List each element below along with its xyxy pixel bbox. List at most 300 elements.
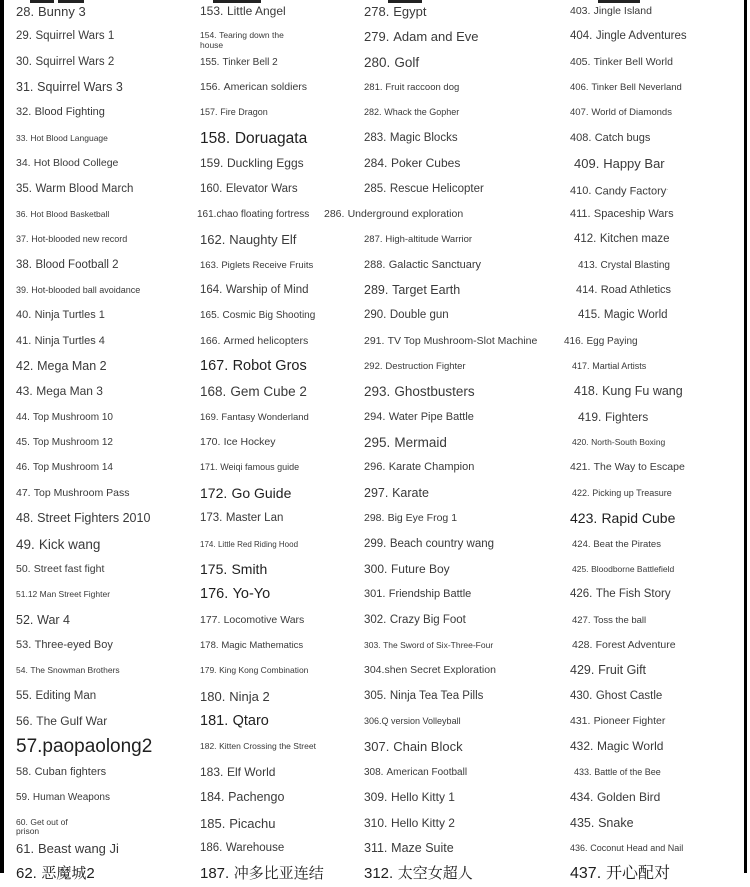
item-title: Golf xyxy=(394,54,420,70)
item-title: Water Pipe Battle xyxy=(388,410,474,423)
item-number: 428. xyxy=(572,639,593,651)
item-number: 285. xyxy=(364,182,387,195)
item-title: Human Weapons xyxy=(32,792,110,804)
item-title: Chain Block xyxy=(393,739,463,755)
item-title: Go Guide xyxy=(231,484,292,501)
item-title: Kitchen maze xyxy=(599,233,670,246)
list-item-165 xyxy=(200,303,315,328)
list-item-285 xyxy=(364,177,484,202)
list-item-299 xyxy=(364,532,494,557)
item-title: Beast wang Ji xyxy=(37,840,119,856)
list-item-166 xyxy=(200,329,308,354)
list-item-279 xyxy=(364,24,478,49)
item-title: Tearing down the xyxy=(219,30,284,41)
item-number: 175. xyxy=(200,560,228,577)
item-number: 53. xyxy=(16,639,32,651)
item-number: 278. xyxy=(364,4,390,19)
list-item-405 xyxy=(570,50,673,75)
item-title: Beach country wang xyxy=(389,537,495,550)
item-title: Pioneer Fighter xyxy=(593,715,666,728)
item-title: Kung Fu wang xyxy=(602,384,683,399)
list-item-172 xyxy=(200,481,291,506)
item-title: Elevator Wars xyxy=(225,182,298,195)
item-title: American soldiers xyxy=(223,81,308,94)
item-title: Magic World xyxy=(603,309,668,322)
list-item-302 xyxy=(364,608,466,633)
list-item-406 xyxy=(570,75,682,100)
list-item-294 xyxy=(364,405,474,430)
item-number: 49. xyxy=(16,536,35,552)
list-item-311 xyxy=(364,836,454,861)
list-item-29 xyxy=(16,24,114,49)
item-number: 413. xyxy=(578,259,598,271)
item-number: 37. xyxy=(16,234,29,245)
item-number: 301. xyxy=(364,588,386,601)
item-number: 165. xyxy=(200,310,220,322)
list-item-164 xyxy=(200,278,308,303)
list-item-417 xyxy=(572,354,646,379)
item-title: Doruagata xyxy=(234,129,308,147)
item-number: 40. xyxy=(16,309,32,322)
list-item-52 xyxy=(16,608,70,633)
item-number: 293. xyxy=(364,384,391,400)
item-title: Warm Blood March xyxy=(35,182,134,195)
item-title: 冲多比亚连结 xyxy=(233,865,324,883)
item-number: 167. xyxy=(200,358,229,375)
item-title: Fantasy Wonderland xyxy=(221,411,309,423)
item-title: Piglets Receive Fruits xyxy=(221,259,314,271)
item-number: 159. xyxy=(200,156,224,171)
item-number: 408. xyxy=(570,131,592,144)
item-title: Magic Blocks xyxy=(389,131,458,144)
item-number: 432. xyxy=(570,739,594,754)
list-item-423 xyxy=(570,506,675,531)
list-item-429 xyxy=(570,658,646,683)
list-item-290 xyxy=(364,303,449,328)
item-number: 164. xyxy=(200,283,223,296)
item-title: Three-eyed Boy xyxy=(34,639,113,651)
list-item-40 xyxy=(16,303,105,328)
list-item-156 xyxy=(200,75,307,100)
list-item-39 xyxy=(16,278,140,303)
item-number: 163. xyxy=(200,259,219,271)
item-title: Battle of the Bee xyxy=(594,766,661,777)
list-item-308 xyxy=(364,760,467,785)
item-number: 155. xyxy=(200,56,220,68)
list-item-289 xyxy=(364,278,460,303)
item-superscript-mark: . xyxy=(666,185,668,192)
item-number: 172. xyxy=(200,484,228,501)
list-item-174 xyxy=(200,532,298,557)
list-item-412 xyxy=(574,227,670,252)
list-item-178 xyxy=(200,633,303,658)
item-number: 32. xyxy=(16,106,32,119)
item-title: shen Secret Exploration xyxy=(384,664,496,677)
item-number: 433. xyxy=(574,766,592,777)
list-item-31 xyxy=(16,75,123,100)
item-title: Bloodborne Battlefield xyxy=(591,563,675,574)
list-item-301 xyxy=(364,582,471,607)
item-title: The Gulf War xyxy=(36,714,108,729)
item-number: 303. xyxy=(364,640,381,650)
item-number: 416. xyxy=(564,335,584,347)
list-item-57 xyxy=(16,734,152,759)
item-title: Rescue Helicopter xyxy=(389,182,484,195)
item-title: Cuban fighters xyxy=(34,765,107,778)
item-title: Maze Suite xyxy=(391,840,454,855)
item-title: Toss the ball xyxy=(593,614,647,626)
item-title: Big Eye Frog 1 xyxy=(387,512,458,525)
left-page-border xyxy=(0,0,4,873)
item-number: 421. xyxy=(570,461,591,474)
item-number: 161. xyxy=(197,208,217,220)
list-item-30 xyxy=(16,50,114,75)
item-title: Street Fighters 2010 xyxy=(37,511,151,526)
item-number: 186. xyxy=(200,841,223,854)
item-title: Squirrel Wars 1 xyxy=(35,30,115,43)
item-number: 410. xyxy=(570,185,592,198)
item-title: Qtaro xyxy=(232,713,269,730)
item-number: 169. xyxy=(200,411,219,423)
item-title: Tinker Bell World xyxy=(593,55,673,68)
item-number: 304. xyxy=(364,664,385,677)
item-number: 43. xyxy=(16,384,33,399)
item-number: 305. xyxy=(364,689,387,702)
item-title: 开心配对 xyxy=(605,865,670,883)
list-item-162 xyxy=(200,227,296,252)
item-number: 282. xyxy=(364,107,382,118)
list-item-170 xyxy=(200,430,276,455)
list-item-176 xyxy=(200,582,270,607)
item-number: 289. xyxy=(364,282,389,297)
item-title: Karate xyxy=(392,485,429,500)
item-number: 30. xyxy=(16,55,32,68)
item-number: 287. xyxy=(364,234,383,246)
list-item-36 xyxy=(16,202,109,227)
item-number: 312. xyxy=(364,865,394,883)
item-number: 435. xyxy=(570,815,595,830)
list-item-42 xyxy=(16,354,107,379)
item-title: Jingle Adventures xyxy=(595,30,687,43)
item-title: Friendship Battle xyxy=(388,588,472,601)
list-item-28 xyxy=(16,0,86,24)
item-title: King Kong Combination xyxy=(219,665,309,676)
item-number: 57. xyxy=(16,736,43,758)
item-number: 411. xyxy=(570,207,591,220)
item-title: The Snowman Brothers xyxy=(30,665,120,676)
list-item-420 xyxy=(572,430,665,455)
item-number: 406. xyxy=(570,82,589,94)
item-title: Fruit Gift xyxy=(598,663,647,678)
item-title: Top Mushroom 14 xyxy=(32,462,113,474)
item-title: Picachu xyxy=(229,815,276,831)
item-number: 182. xyxy=(200,741,217,752)
item-number: 286. xyxy=(324,207,345,220)
list-item-59 xyxy=(16,785,110,810)
list-item-160 xyxy=(200,177,298,202)
list-item-55 xyxy=(16,684,96,709)
item-title: Warehouse xyxy=(225,841,285,854)
list-item-33 xyxy=(16,126,108,151)
list-item-155 xyxy=(200,50,278,75)
list-item-297 xyxy=(364,481,429,506)
list-item-409 xyxy=(574,151,665,176)
list-item-435 xyxy=(570,811,634,836)
list-item-180 xyxy=(200,684,270,709)
list-item-432 xyxy=(570,734,663,759)
item-title: Mega Man 3 xyxy=(36,384,103,399)
list-item-51 xyxy=(16,582,110,607)
item-number: 52. xyxy=(16,612,34,627)
item-title: Get out of xyxy=(30,816,68,827)
item-number: 425. xyxy=(572,563,589,574)
item-title: Hello Kitty 2 xyxy=(390,815,455,830)
item-title: Galactic Sanctuary xyxy=(388,258,482,271)
list-item-416 xyxy=(564,329,638,354)
list-item-310 xyxy=(364,811,455,836)
list-item-411 xyxy=(570,202,674,227)
item-number: 298. xyxy=(364,512,385,525)
item-number: 414. xyxy=(576,283,598,296)
list-item-304 xyxy=(364,658,496,683)
item-title: Street fast fight xyxy=(33,562,105,575)
list-item-179 xyxy=(200,658,308,683)
list-item-50 xyxy=(16,557,104,582)
list-item-413 xyxy=(578,253,670,278)
item-title: Ninja Turtles 4 xyxy=(34,334,105,347)
item-number: 297. xyxy=(364,485,389,500)
item-number: 47. xyxy=(16,486,31,499)
item-title: Duckling Eggs xyxy=(226,156,304,171)
item-title: Fire Dragon xyxy=(220,107,268,118)
item-number: 294. xyxy=(364,410,386,423)
item-number: 187. xyxy=(200,865,230,883)
item-title: Rapid Cube xyxy=(601,510,676,527)
item-title: Bunny 3 xyxy=(37,4,86,19)
item-title: Naughty Elf xyxy=(229,232,297,248)
item-number: 183. xyxy=(200,764,224,779)
item-title: The Fish Story xyxy=(595,588,671,601)
item-number: 308. xyxy=(364,766,384,778)
item-number: 181. xyxy=(200,713,229,730)
list-item-288 xyxy=(364,253,481,278)
item-title: Forest Adventure xyxy=(595,639,676,651)
item-title: 12 Man Street Fighter xyxy=(27,589,111,600)
item-number: 31. xyxy=(16,80,34,95)
list-item-425 xyxy=(572,557,674,582)
item-number: 28. xyxy=(16,4,35,19)
item-title: Editing Man xyxy=(35,689,97,702)
item-title: Target Earth xyxy=(392,282,461,297)
item-number: 424. xyxy=(572,538,591,550)
item-number: 283. xyxy=(364,131,387,144)
item-number: 436. xyxy=(570,842,588,853)
item-number: 177. xyxy=(200,613,221,626)
list-item-283 xyxy=(364,126,458,151)
item-title: Gem Cube 2 xyxy=(230,384,307,400)
item-title: Karate Champion xyxy=(388,461,475,474)
item-number: 280. xyxy=(364,54,391,70)
list-item-286 xyxy=(324,202,463,227)
list-item-173 xyxy=(200,506,283,531)
item-title: Double gun xyxy=(389,309,449,322)
list-item-35 xyxy=(16,177,133,202)
item-number: 50. xyxy=(16,562,31,575)
item-number: 419. xyxy=(578,409,602,424)
item-title: The Way to Escape xyxy=(593,461,685,474)
item-title: Cosmic Big Shooting xyxy=(222,310,316,322)
item-title: Candy Factory xyxy=(594,185,667,198)
item-number: 173. xyxy=(200,512,223,525)
item-number: 310. xyxy=(364,815,388,830)
list-item-53 xyxy=(16,633,113,658)
item-number: 296. xyxy=(364,461,386,474)
item-title: Ninja Turtles 1 xyxy=(34,309,105,322)
list-item-437 xyxy=(570,861,670,886)
item-title: Tinker Bell 2 xyxy=(222,56,278,68)
item-title: Martial Artists xyxy=(592,361,647,372)
list-item-300 xyxy=(364,557,450,582)
item-title: Underground exploration xyxy=(347,207,464,220)
item-title: Jingle Island xyxy=(593,5,652,17)
item-number: 56. xyxy=(16,714,33,729)
list-item-307 xyxy=(364,734,463,759)
list-item-293 xyxy=(364,379,475,404)
item-number: 45. xyxy=(16,437,30,449)
item-title: Catch bugs xyxy=(594,131,651,144)
list-item-430 xyxy=(570,684,662,709)
item-title: Robot Gros xyxy=(232,358,307,375)
item-number: 409. xyxy=(574,156,600,172)
item-title: Kick wang xyxy=(38,536,101,552)
list-item-60 xyxy=(16,811,68,837)
item-title: Hot Blood College xyxy=(33,157,119,170)
item-title: paopaolong2 xyxy=(42,736,153,758)
item-title: Adam and Eve xyxy=(393,29,479,45)
item-number: 160. xyxy=(200,182,223,195)
list-item-158 xyxy=(200,126,307,151)
item-title: Snake xyxy=(598,815,634,830)
list-item-281 xyxy=(364,75,459,100)
item-title: Future Boy xyxy=(390,561,450,576)
item-number: 309. xyxy=(364,790,388,805)
item-number: 168. xyxy=(200,384,227,400)
item-number: 156. xyxy=(200,81,221,94)
list-item-306 xyxy=(364,709,461,734)
item-number: 422. xyxy=(572,487,590,498)
list-item-434 xyxy=(570,785,660,810)
list-item-177 xyxy=(200,608,304,633)
item-number: 44. xyxy=(16,411,30,423)
list-item-186 xyxy=(200,836,284,861)
item-number: 29. xyxy=(16,30,32,43)
item-number: 404. xyxy=(570,30,593,43)
item-number: 51. xyxy=(16,589,28,600)
item-number: 39. xyxy=(16,284,29,295)
item-number: 430. xyxy=(570,689,593,702)
item-number: 38. xyxy=(16,258,32,271)
item-number: 279. xyxy=(364,29,390,45)
list-item-154 xyxy=(200,24,284,50)
item-title: 恶魔城2 xyxy=(41,865,95,883)
item-line: house xyxy=(200,39,224,50)
list-item-182 xyxy=(200,734,316,759)
item-title: Blood Football 2 xyxy=(35,258,119,271)
item-title: North-South Boxing xyxy=(591,437,666,448)
item-number: 48. xyxy=(16,511,34,526)
list-item-433 xyxy=(574,760,661,785)
item-number: 162. xyxy=(200,232,226,248)
list-item-49 xyxy=(16,532,100,557)
item-title: Picking up Treasure xyxy=(592,487,672,498)
item-title: Weiqi famous guide xyxy=(220,462,300,473)
item-title: Elf World xyxy=(226,764,276,779)
list-item-54 xyxy=(16,658,120,683)
item-title: Little Red Riding Hood xyxy=(217,539,299,549)
list-item-419 xyxy=(578,405,648,430)
item-title: Spaceship Wars xyxy=(593,207,674,220)
item-title: Warship of Mind xyxy=(225,283,309,296)
item-number: 434. xyxy=(570,790,594,805)
item-number: 300. xyxy=(364,561,388,576)
item-number: 61. xyxy=(16,840,35,856)
item-title: Fighters xyxy=(604,409,649,424)
item-title: Hot-blooded ball avoidance xyxy=(31,284,141,295)
list-item-56 xyxy=(16,709,107,734)
item-title: Hot Blood Language xyxy=(30,132,108,143)
list-item-292 xyxy=(364,354,466,379)
list-item-161 xyxy=(197,202,309,227)
item-number: 417. xyxy=(572,361,590,372)
item-number: 46. xyxy=(16,462,30,474)
item-number: 288. xyxy=(364,258,386,271)
item-number: 292. xyxy=(364,361,383,373)
list-item-184 xyxy=(200,785,284,810)
list-item-415 xyxy=(578,303,668,328)
item-title: chao floating fortress xyxy=(216,208,310,220)
list-item-312 xyxy=(364,861,473,886)
item-number: 60. xyxy=(16,816,28,827)
list-item-418 xyxy=(574,379,683,404)
list-item-408 xyxy=(570,126,650,151)
item-number: 437. xyxy=(570,865,602,883)
item-number: 403. xyxy=(570,5,591,17)
list-item-436 xyxy=(570,836,683,861)
item-number: 34. xyxy=(16,157,31,170)
list-item-45 xyxy=(16,430,113,455)
item-title: War 4 xyxy=(37,612,71,627)
item-number: 35. xyxy=(16,182,32,195)
list-item-422 xyxy=(572,481,672,506)
list-item-407 xyxy=(570,100,672,125)
list-item-38 xyxy=(16,253,119,278)
item-number: 412. xyxy=(574,233,597,246)
item-number: 62. xyxy=(16,865,37,883)
item-number: 171. xyxy=(200,462,218,473)
item-number: 299. xyxy=(364,537,387,550)
list-item-309 xyxy=(364,785,455,810)
list-item-32 xyxy=(16,100,105,125)
item-number: 33. xyxy=(16,132,28,143)
item-title: Fruit raccoon dog xyxy=(385,82,460,94)
item-title: Magic Mathematics xyxy=(221,640,304,651)
item-number: 170. xyxy=(200,436,221,449)
item-title: TV Top Mushroom-Slot Machine xyxy=(387,334,538,347)
item-title: Happy Bar xyxy=(603,156,665,172)
list-item-47 xyxy=(16,481,129,506)
item-title: Ninja Tea Tea Pills xyxy=(389,689,484,702)
list-item-187 xyxy=(200,861,324,886)
